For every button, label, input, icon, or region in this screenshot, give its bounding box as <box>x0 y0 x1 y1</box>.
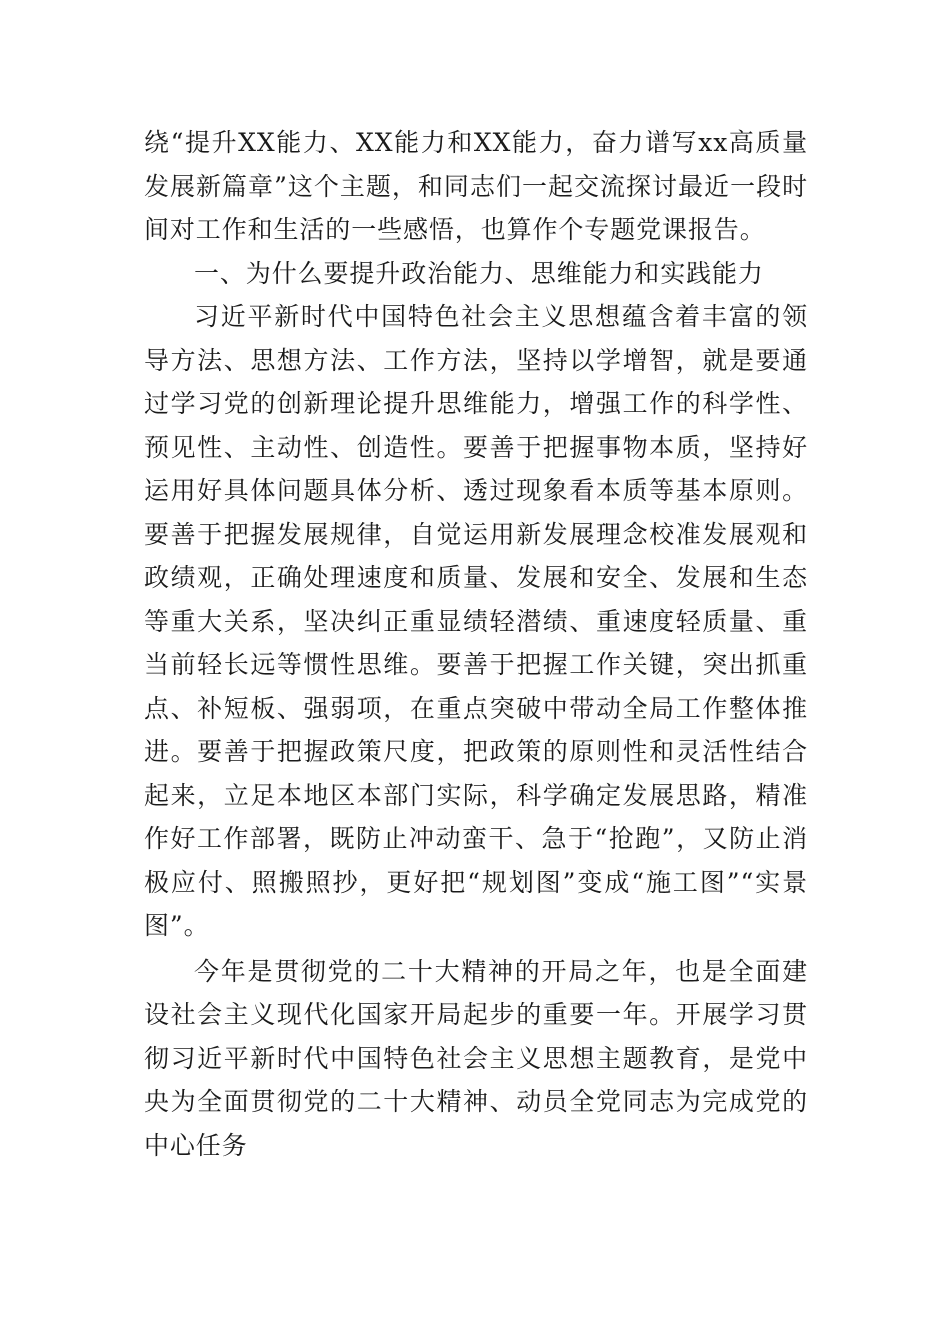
body-paragraph-1: 绕“提升XX能力、XX能力和XX能力，奋力谱写xx高质量发展新篇章”这个主题，和同志们一起交流探讨最近一段时间对工作和生活的一些感悟，也算作个专题党课报告。 <box>144 128 808 244</box>
body-paragraph-2: 习近平新时代中国特色社会主义思想蕴含着丰富的领导方法、思想方法、工作方法，坚持以学增智，就是要通过学习党的创新理论提升思维能力，增强工作的科学性、预见性、主动性、创造性。要善于把握事物本质，坚持好运用好具体问题具体分析、透过现象看本质等基本原则。要善于把握发展规律，自觉运用新发展理念校准发展观和政绩观，正确处理速度和质量、发展和安全、发展和生态等重大关系，坚决纠正重显绩轻潜绩、重速度轻质量、重当前轻长远等惯性思维。要善于把握工作关键，突出抓重点、补短板、强弱项，在重点突破中带动全局工作整体推进。要善于把握政策尺度，把政策的原则性和灵活性结合起来，立足本地区本部门实际，科学确定发展思路，精准作好工作部署，既防止冲动蛮干、急于“抢跑”，又防止消极应付、照搬照抄，更好把“规划图”变成“施工图”“实景图”。 <box>144 302 808 940</box>
body-paragraph-3: 今年是贯彻党的二十大精神的开局之年，也是全面建设社会主义现代化国家开局起步的重要一年。开展学习贯彻习近平新时代中国特色社会主义思想主题教育，是党中央为全面贯彻党的二十大精神、动员全党同志为完成党的中心任务 <box>144 956 808 1160</box>
document-body <box>144 121 808 1167</box>
section-heading-1: 一、为什么要提升政治能力、思维能力和实践能力 <box>194 258 764 288</box>
